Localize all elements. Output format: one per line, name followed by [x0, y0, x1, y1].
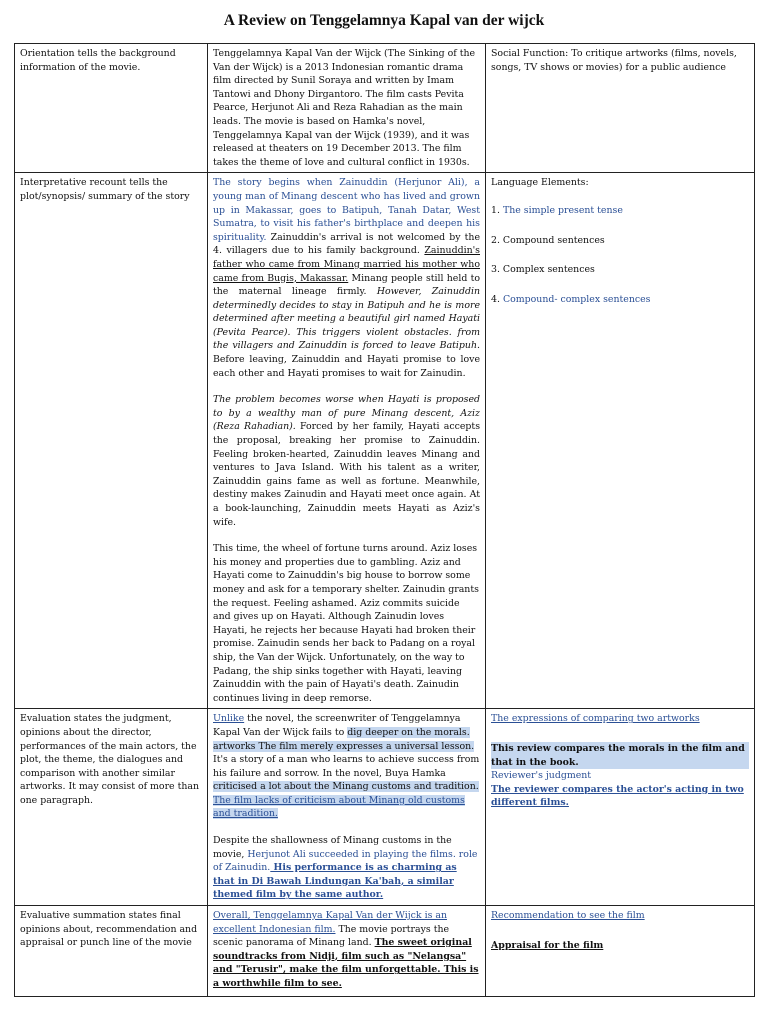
recount-p1-d: Minang people still held to the maternal lineage firmly.	[213, 272, 480, 298]
summation-note-2: Appraisal for the film	[491, 939, 604, 951]
recount-p2-a: The problem becomes worse when Hayati is proposed to by a wealthy man of pure Minang descent, Aziz (Reza Rahadian).	[213, 394, 480, 433]
recount-label: Interpretative recount tells the plot/synopsis/ summary of the story	[20, 177, 190, 202]
table-row-evaluation	[15, 709, 755, 906]
summation-note-cell	[486, 906, 755, 997]
evaluation-paragraph-1	[213, 712, 480, 821]
summation-note-1: Recommendation to see the film	[491, 910, 645, 922]
evaluation-note-3: Reviewer's judgment	[491, 770, 592, 782]
evaluation-note-2: This review compares the morals in the film and that in the book.	[491, 742, 749, 769]
evaluation-paragraph-2	[213, 834, 480, 902]
recount-paragraph-2	[213, 393, 480, 529]
page-title: A Review on Tenggelamnya Kapal van der wijck	[223, 12, 545, 29]
recount-paragraph-1	[213, 176, 480, 380]
social-function-note: Social Function: To critique artworks (films, novels, songs, TV shows or movies) for a public audience	[491, 48, 737, 73]
summation-p-c: The sweet original soundtracks from Nidji, film such as "Nelangsa" and "Terusir", make the film unforgettable. This is a worthwhile film to see.	[213, 937, 479, 989]
orientation-content: Tenggelamnya Kapal Van der Wijck (The Sinking of the Van der Wijck) is a 2013 Indonesian romantic drama film directed by Sunil Soraya and written by Imam Tantowi and Dhony Dirgantoro. The film casts Pevita Pearce, Herjunot Ali and Reza Rahadian as the main leads. The movie is based on Hamka's novel, Tenggelamnya Kapal van der Wijck (1939), and it was released at theaters on 19 December 2013. The film takes the theme of love and cultural conflict in 1930s.	[213, 48, 476, 168]
table-row-recount	[15, 173, 755, 709]
summation-p-b: The movie portrays the scenic panorama of Minang land.	[213, 923, 450, 949]
table-row-orientation	[15, 44, 755, 173]
recount-p1-b: Zainuddin's arrival is not welcomed by the 4. villagers due to his family background.	[213, 231, 480, 257]
language-element-4-text: Compound- complex sentences	[502, 293, 651, 305]
evaluation-label-cell	[15, 709, 208, 906]
recount-paragraph-3: This time, the wheel of fortune turns around. Aziz loses his money and properties due to gambling. Aziz and Hayati come to Zainuddin's big house to borrow some money and ask for a temporary shelter. Zainudin grants the request. Feeling ashamed. Aziz commits suicide and gives up on Hayati. Although Zainudin loves Hayati, he rejects her because Hayati had broken their promise. Zainudin sends her back to Padang on a royal ship, the Van der Wijck. Unfortunately, on the way to Padang, the ship sinks together with Hayati, leaving Zainuddin with the pain of Hayati's death. Zainudin continues living in deep remorse.	[213, 543, 479, 704]
evaluation-p1-a: Unlike	[213, 713, 245, 725]
recount-p1-e: However, Zainuddin determinedly decides to stay in Batipuh and he is more determined after meeting a beautiful girl named Hayati (Pevita Pearce). This triggers violent obstacles. from the villagers and Zainuddin is forced to leave Batipuh.	[213, 286, 480, 352]
language-element-1-num: 1.	[491, 204, 503, 216]
evaluation-p1-e: criticised a lot about the Minang customs and tradition.	[213, 781, 479, 793]
language-element-4	[491, 293, 749, 307]
evaluation-p1-d: It's a story of a man who learns to achieve success from his failure and sorrow. In the novel, Buya Hamka	[213, 754, 480, 779]
language-element-1	[491, 204, 749, 218]
summation-paragraph	[213, 909, 480, 991]
language-element-3: 3. Complex sentences	[491, 264, 595, 276]
evaluation-p2-a: Despite the shallowness of Minang customs in the movie,	[213, 835, 452, 860]
evaluation-p2-b: Herjunot Ali succeeded in playing the films. role of Zainudin.	[213, 848, 478, 874]
evaluation-note-cell	[486, 709, 755, 906]
language-elements-cell	[486, 173, 755, 709]
recount-p2-b: Forced by her family, Hayati accepts the proposal, breaking her promise to Zainuddin. Feeling broken-hearted, Zainuddin leaves Minang and ventures to Java Island. With his talent as a writer, Zainuddin gains fame as well as fortune. Meanwhile, destiny makes Zainudin and Hayati meet once again. At a book-launching, Zainuddin meets Hayati as Aziz's wife.	[213, 421, 480, 528]
orientation-label: Orientation tells the background information of the movie.	[20, 48, 176, 73]
summation-p-a: Overall, Tenggelamnya Kapal Van der Wijck is an excellent Indonesian film.	[213, 910, 447, 935]
evaluation-content-cell	[208, 709, 486, 906]
recount-p1-a: The story begins when Zainuddin (Herjunor Ali), a young man of Minang descent who has lived and grown up in Makassar, goes to Batipuh, Tanah Datar, West Sumatra, to visit his father's birthplace and deepen his spirituality.	[213, 177, 480, 243]
summation-label: Evaluative summation states final opinions about, recommendation and appraisal or punch line of the movie	[20, 910, 198, 949]
recount-label-cell	[15, 173, 208, 709]
table-row-summation	[15, 906, 755, 997]
review-table	[14, 43, 755, 997]
evaluation-p1-c: dig deeper on the morals. artworks The film merely expresses a universal lesson.	[213, 726, 475, 752]
orientation-note-cell	[486, 44, 755, 173]
recount-content-cell	[208, 173, 486, 709]
evaluation-p1-b: the novel, the screenwriter of Tenggelamnya Kapal Van der Wijck fails to	[213, 713, 461, 738]
evaluation-note-4: The reviewer compares the actor's acting in two different films.	[491, 783, 744, 809]
recount-p1-f: Before leaving, Zainuddin and Hayati promise to love each other and Hayati promises to wait for Zainudin.	[213, 354, 480, 379]
summation-content-cell	[208, 906, 486, 997]
evaluation-label: Evaluation states the judgment, opinions about the director, performances of the main actors, the plot, the theme, the dialogues and comparison with another similar artworks. It may consist of more than one paragraph.	[20, 713, 200, 806]
orientation-label-cell	[15, 44, 208, 173]
evaluation-p2-c: His performance is as charming as that in Di Bawah Lindungan Ka'bah, a similar themed film by the same author.	[213, 862, 457, 901]
recount-p1-c: Zainuddin's father who came from Minang married his mother who came from Bugis, Makassar.	[213, 245, 480, 284]
summation-label-cell	[15, 906, 208, 997]
orientation-content-cell	[208, 44, 486, 173]
language-element-1-text: The simple present tense	[502, 204, 623, 216]
evaluation-note-1: The expressions of comparing two artworks	[491, 713, 700, 725]
evaluation-p1-f: The film lacks of criticism about Minang old customs and tradition.	[213, 794, 465, 820]
language-elements-title: Language Elements:	[491, 177, 589, 189]
language-element-2: 2. Compound sentences	[491, 234, 605, 246]
language-element-4-num: 4.	[491, 293, 503, 305]
